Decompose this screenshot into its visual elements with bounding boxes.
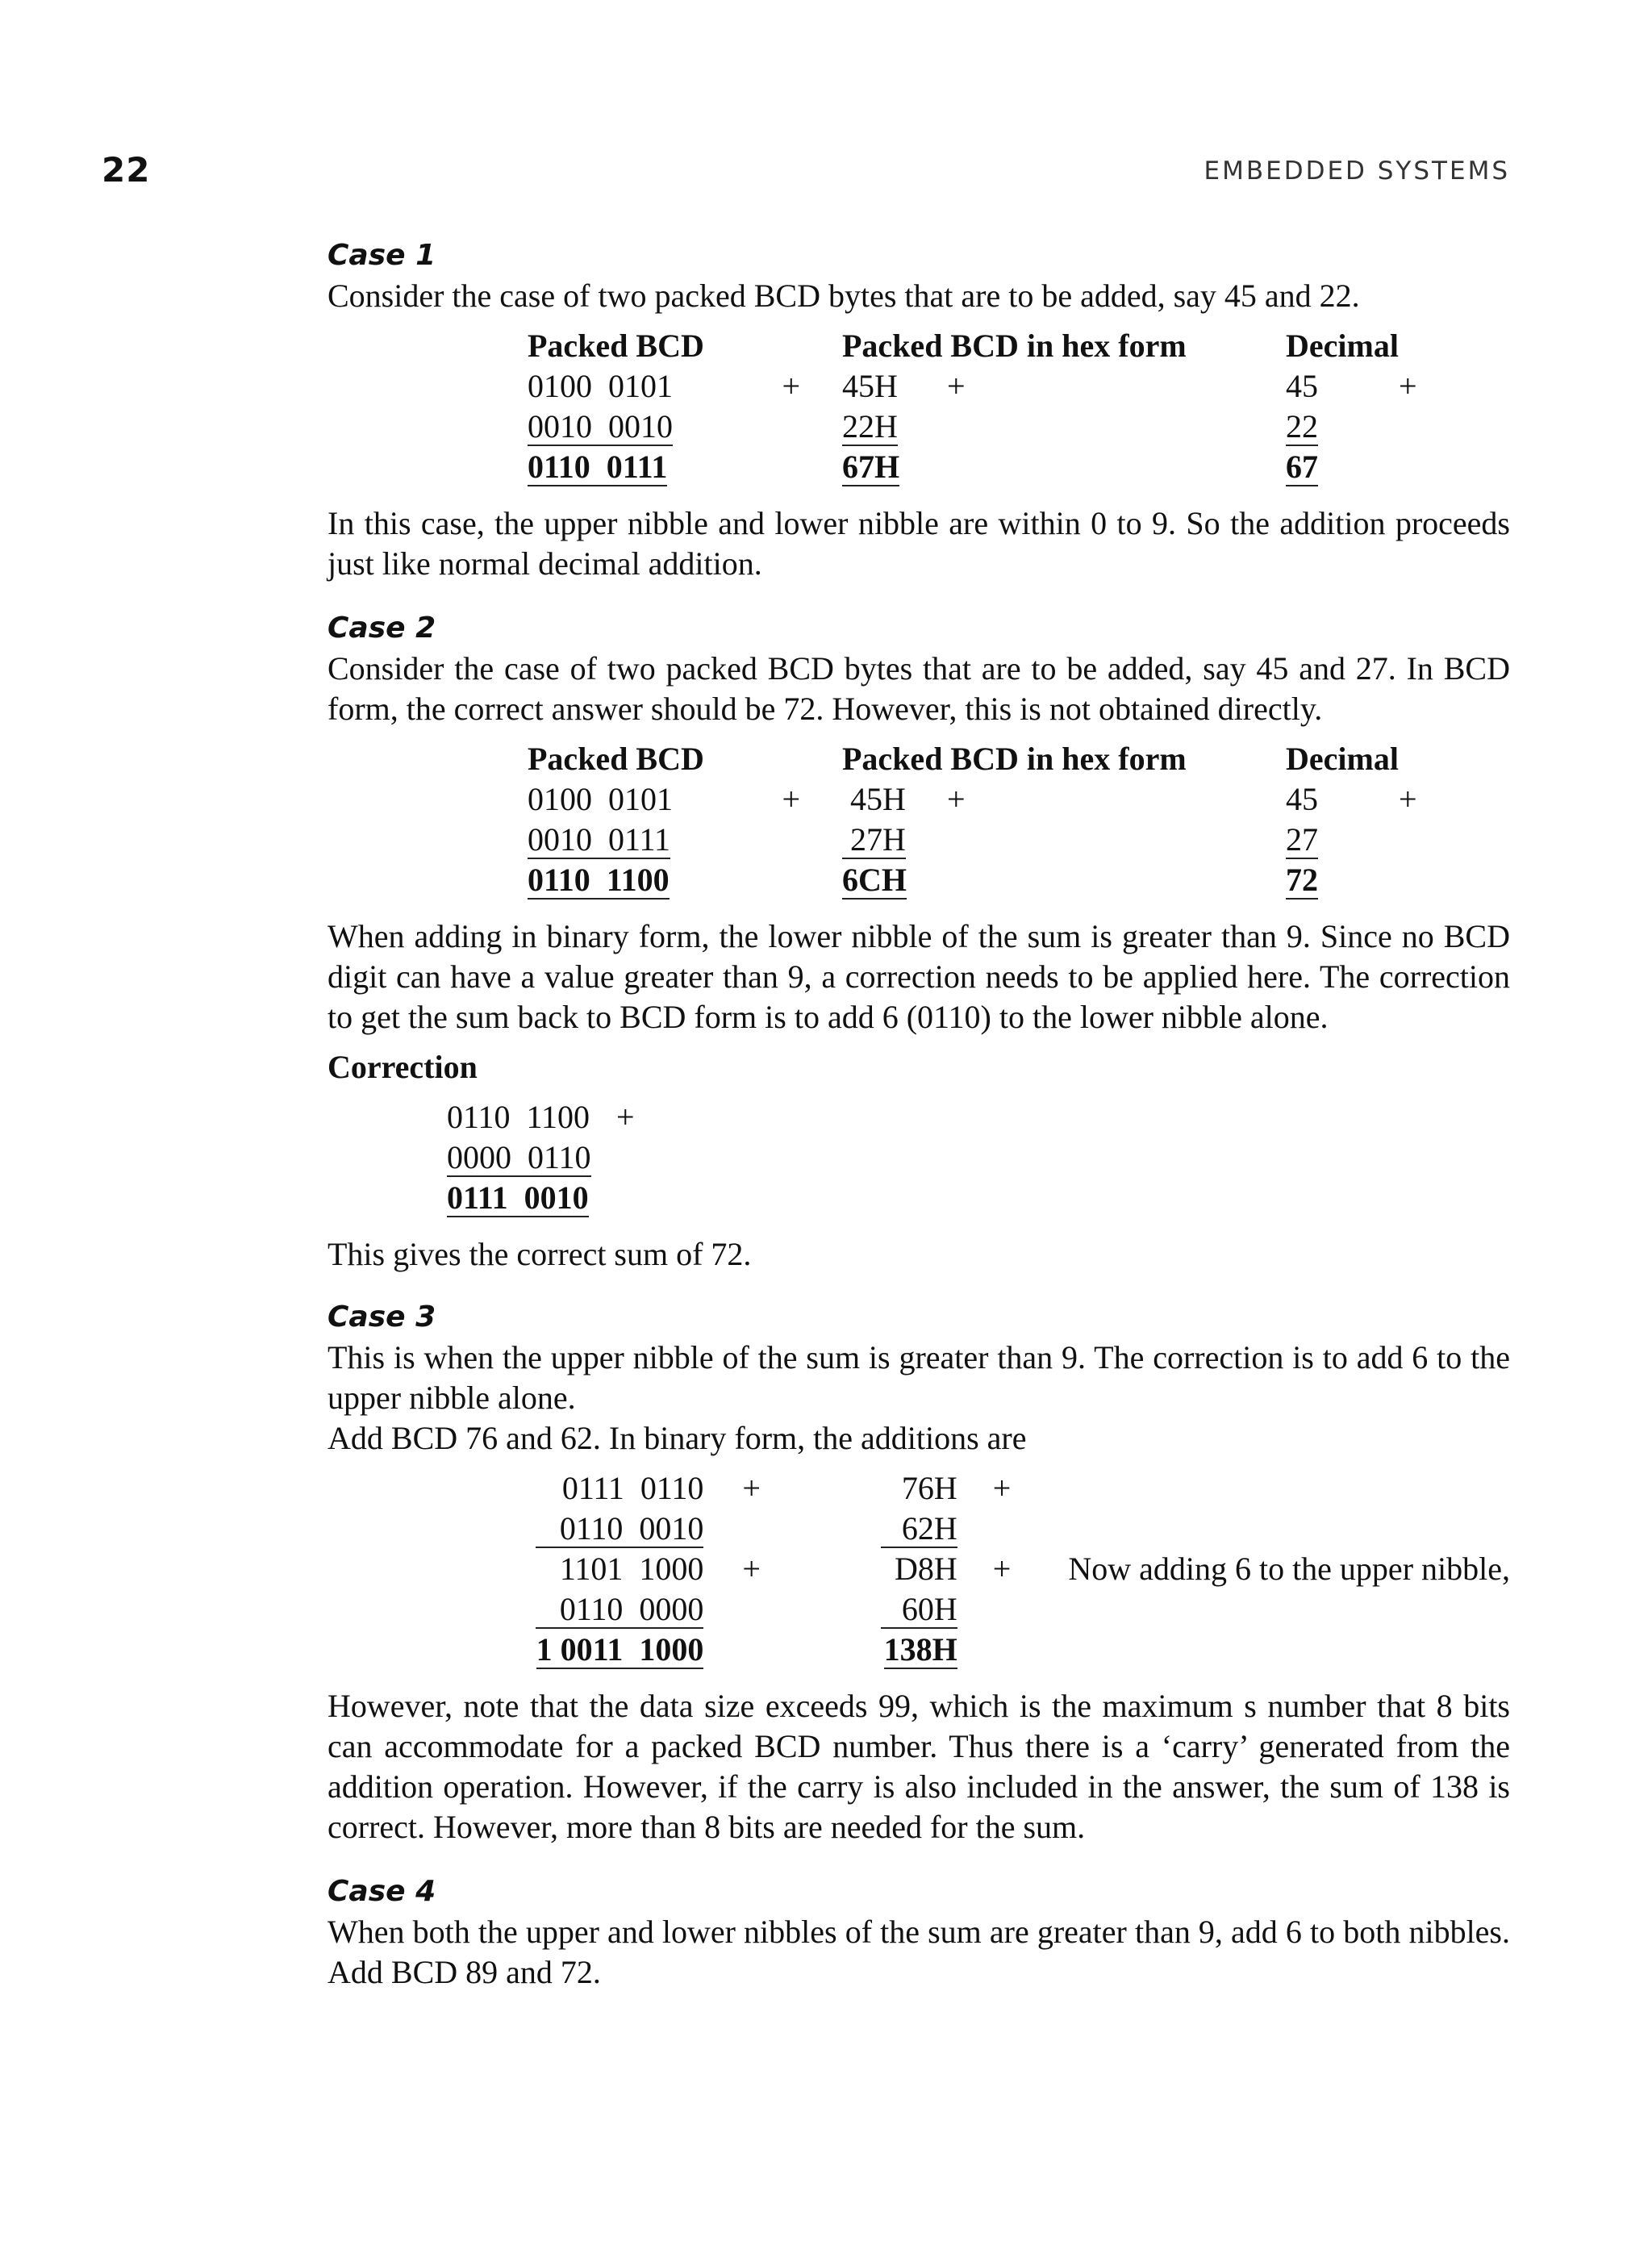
case-3-hex-2: 62H [881,1510,957,1548]
case-1-dec-1: 45 [1286,368,1318,404]
case-4-title: Case 4 [327,1875,436,1908]
case-3-hex-sum: 138H [883,1631,957,1668]
case-2-explanation: When adding in binary form, the lower nibble of the sum is greater than 9. Since no BCD digit can have a value greater than 9, a correction needs to be applied here. The correction to get the sum back to BCD form is to add 6 (0110) to the lower nibble alone. [327,918,1510,1035]
correction-table [447,1097,635,1218]
page-number: 22 [102,150,151,190]
plus-sign: + [992,1551,1012,1587]
col-header-decimal: Decimal [1286,741,1399,777]
case-2-hex-1: 45H [842,781,906,817]
case-2-table [528,739,1417,900]
page-body [327,236,1510,1993]
case-3-bin-4: 0110 0000 [536,1591,704,1629]
case-1-explanation: In this case, the upper nibble and lower nibble are within 0 to 9. So the addition proceeds just like normal decimal addition. [327,505,1510,582]
case-1-hex-sum: 67H [842,449,900,485]
case-2-dec-2: 27 [1286,821,1318,858]
case-1-bcd-sum: 0110 0111 [528,449,668,485]
case-1-dec-sum: 67 [1286,449,1318,485]
case-2-dec-sum: 72 [1286,862,1318,898]
case-3-explanation: However, note that the data size exceeds 99, which is the maximum s number that 8 bits can accommodate for a packed BCD number. Thus there is a ‘carry’ generated from the addition operation. However, if the carry is also included in the answer, the sum of 138 is correct. However, more than 8 bits are needed for the sum. [327,1688,1510,1845]
case-2-intro: Consider the case of two packed BCD bytes that are to be added, say 45 and 27. In BCD form, the correct answer should be 72. However, this is not obtained directly. [327,650,1510,727]
case-1-bcd-1: 0100 0101 [528,368,673,404]
case-1-dec-2: 22 [1286,408,1318,445]
case-1-bcd-2: 0010 0010 [528,408,673,445]
case-2-hex-sum: 6CH [842,862,907,898]
plus-sign: + [782,368,800,404]
case-2-dec-1: 45 [1286,781,1318,817]
case-3-bin-sum: 1 0011 1000 [536,1631,704,1668]
col-header-hex: Packed BCD in hex form [842,741,1187,777]
case-3-bin-1: 0111 0110 [561,1470,704,1506]
plus-sign: + [947,781,966,817]
case-3-instruction: Add BCD 76 and 62. In binary form, the additions are [327,1420,1027,1456]
case-3-intro: This is when the upper nibble of the sum is greater than 9. The correction is to add 6 to the upper nibble alone. [327,1339,1510,1416]
case-2-hex-2: 27H [842,821,906,858]
plus-sign: + [1398,781,1417,817]
case-1-title: Case 1 [327,239,436,272]
plus-sign: + [616,1099,635,1135]
case-2-bcd-2: 0010 0111 [528,821,671,858]
case-3-note: Now adding 6 to the upper nibble, [1068,1551,1510,1587]
case-4-intro: When both the upper and lower nibbles of the sum are greater than 9, add 6 to both nibbles. Add BCD 89 and 72. [327,1914,1510,1990]
case-3-bin-2: 0110 0010 [536,1510,704,1548]
plus-sign: + [992,1470,1012,1506]
case-2-bcd-sum: 0110 1100 [528,862,670,898]
case-3-title: Case 3 [327,1300,436,1334]
case-1-hex-2: 22H [842,408,898,445]
plus-sign: + [742,1551,761,1587]
case-2-bcd-1: 0100 0101 [528,781,673,817]
case-3-hex-4: 60H [881,1591,957,1629]
case-1-table [528,326,1417,487]
col-header-decimal: Decimal [1286,328,1399,364]
correction-row-2: 0000 0110 [447,1139,591,1175]
case-3-hex-1: 76H [901,1470,957,1506]
case-1-hex-1: 45H [842,368,898,404]
case-3-table [521,1468,1510,1670]
correction-label: Correction [327,1049,478,1085]
case-1-intro: Consider the case of two packed BCD bytes that are to be added, say 45 and 22. [327,278,1360,314]
page-header [0,150,1652,198]
running-head: EMBEDDED SYSTEMS [1204,157,1510,186]
case-3-bin-3: 1101 1000 [559,1551,704,1587]
correction-row-1: 0110 1100 [447,1099,590,1135]
plus-sign: + [742,1470,761,1506]
col-header-packed-bcd: Packed BCD [528,328,704,364]
case-3-hex-3: D8H [894,1551,957,1587]
col-header-hex: Packed BCD in hex form [842,328,1187,364]
plus-sign: + [1398,368,1417,404]
case-2-title: Case 2 [327,612,436,645]
plus-sign: + [782,781,800,817]
plus-sign: + [947,368,966,404]
correction-result: 0111 0010 [447,1179,589,1216]
col-header-packed-bcd: Packed BCD [528,741,704,777]
case-2-conclusion: This gives the correct sum of 72. [327,1236,752,1272]
